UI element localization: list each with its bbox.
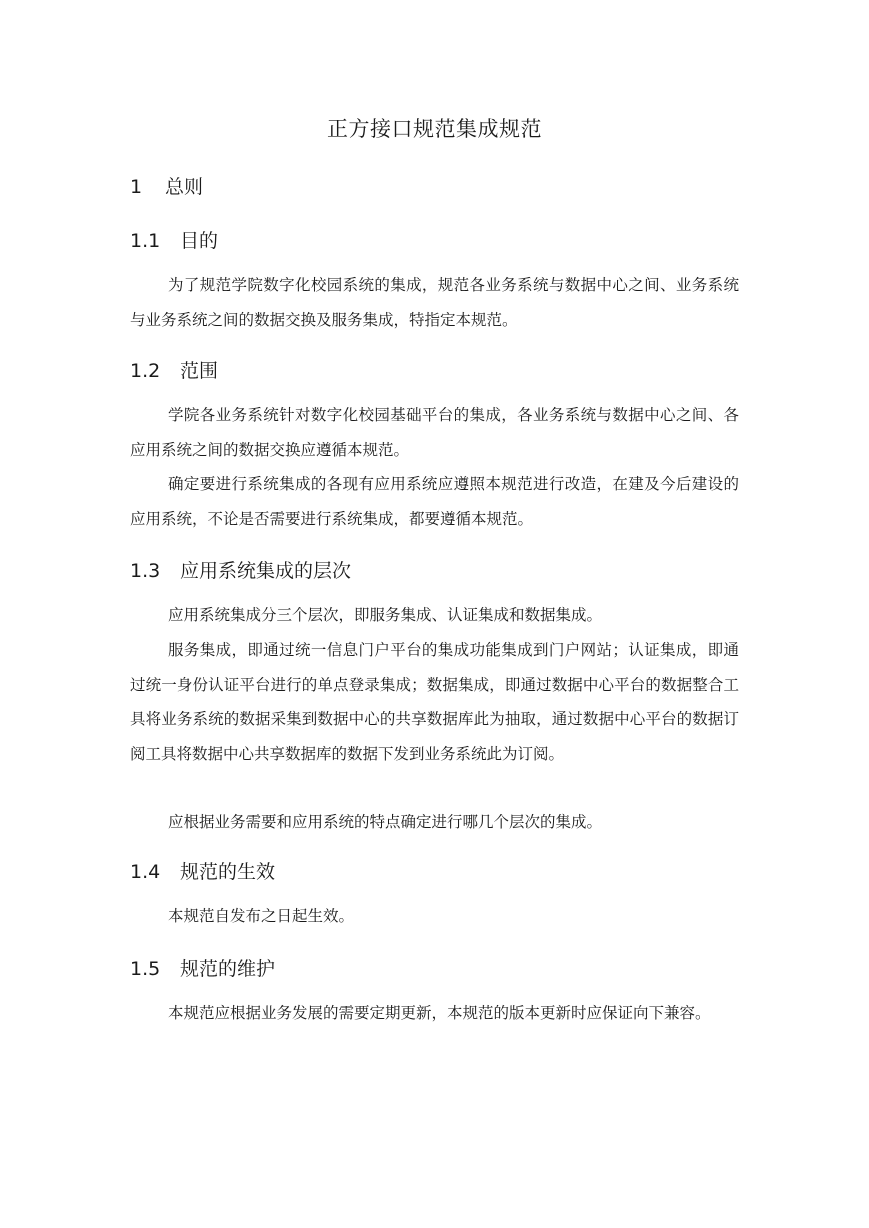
paragraph: 确定要进行系统集成的各现有应用系统应遵照本规范进行改造，在建及今后建设的应用系统，不论是否需要进行系统集成，都要遵循本规范。 [130,475,739,528]
paragraph: 本规范自发布之日起生效。 [168,907,355,925]
page-title: 正方接口规范集成规范 [327,117,542,141]
section-number: 1.3 [130,560,161,582]
section-title: 规范的维护 [180,958,276,980]
paragraph: 服务集成，即通过统一信息门户平台的集成功能集成到门户网站；认证集成，即通过统一身份认证平台进行的单点登录集成；数据集成，即通过数据中心平台的数据整合工具将业务系统的数据采集到数据中心的共享数据库此为抽取，通过数据中心平台的数据订阅工具将数据中心共享数据库的数据下发到业务系统此为订阅。 [130,641,739,763]
section-title: 目的 [180,230,219,252]
paragraph: 应用系统集成分三个层次，即服务集成、认证集成和数据集成。 [168,606,603,624]
paragraph: 本规范应根据业务发展的需要定期更新，本规范的版本更新时应保证向下兼容。 [168,1004,711,1022]
section-number: 1.1 [130,230,161,252]
section-title: 范围 [180,360,219,382]
section-number: 1.2 [130,360,161,382]
section-number: 1.4 [130,861,161,883]
section-number: 1 [130,176,143,198]
section-title: 应用系统集成的层次 [180,560,352,582]
section-title: 总则 [165,176,204,198]
section-title: 规范的生效 [180,861,276,883]
section-heading-1-4 [130,857,275,884]
section-heading-1-5 [130,954,275,981]
paragraph: 为了规范学院数字化校园系统的集成，规范各业务系统与数据中心之间、业务系统与业务系统之间的数据交换及服务集成，特指定本规范。 [130,276,739,329]
section-heading-1 [130,172,203,199]
paragraph: 应根据业务需要和应用系统的特点确定进行哪几个层次的集成。 [168,813,603,831]
section-number: 1.5 [130,958,161,980]
section-heading-1-3 [130,556,351,583]
section-heading-1-2 [130,356,218,383]
paragraph: 学院各业务系统针对数字化校园基础平台的集成，各业务系统与数据中心之间、各应用系统之间的数据交换应遵循本规范。 [130,406,739,459]
section-heading-1-1 [130,226,218,253]
